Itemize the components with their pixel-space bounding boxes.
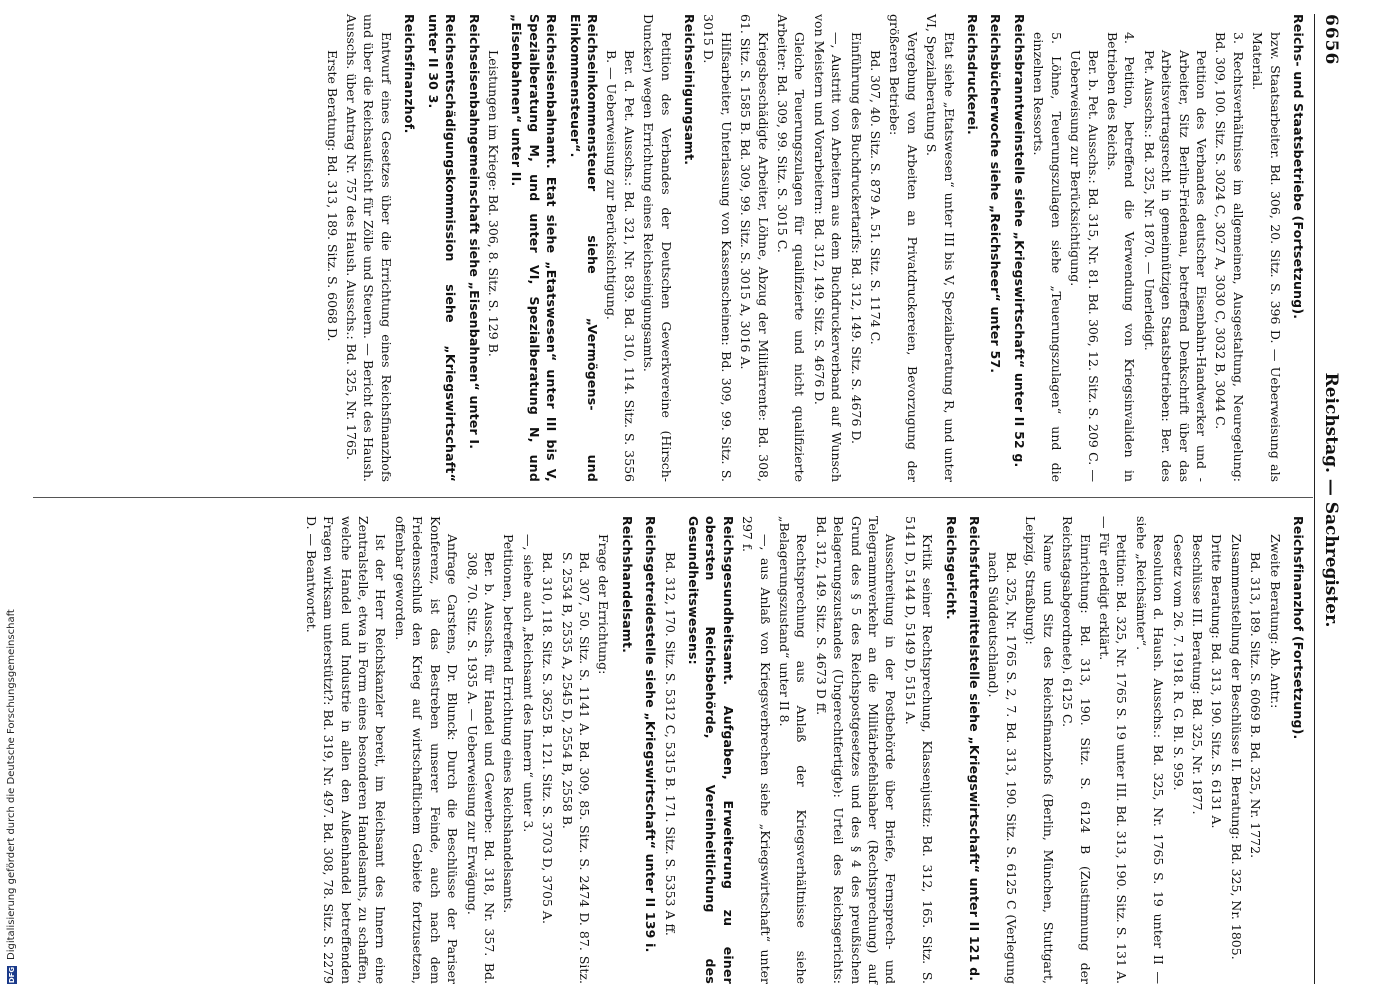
header-rule — [1314, 14, 1315, 984]
register-line: Petition des Verbandes deutscher Eisenbahn-Handwerker und -Arbeiter, Sitz Berlin-Friedenau, betreffend Denkschrift über das Arbeitsvertragsrecht in gemeinnützigen Staatsbetrieben: Ber. des Pet. Ausschs.: Bd. 325, Nr. 1870. — Unerledigt. — [1141, 50, 1209, 482]
register-entry — [966, 516, 983, 984]
entry-text: Reichsfinanzhof. — [402, 14, 418, 134]
register-entry — [618, 516, 635, 984]
register-entry — [642, 516, 659, 984]
register-entry — [566, 14, 601, 482]
register-line: Vergebung von Arbeiten an Privatdruckereien, Bevorzugung der größeren Betriebe: — [887, 14, 920, 482]
entry-text: Reichs- und Staatsbetriebe (Fortsetzung). — [1291, 14, 1306, 320]
running-head: Reichstag. — Sachregister. — [1321, 372, 1341, 628]
register-line: Bd. 312, 170. Sitz. S. 5312 C, 5315 B. 171. Sitz. S. 5353 A ff. — [662, 552, 678, 936]
entry-text: Reichsgericht. — [943, 516, 959, 620]
footer-text: Digitalisierung gefördert durch die Deutsche Forschungsgemeinschaft — [6, 609, 17, 960]
register-line: 5. Löhne, Teuerungszulagen siehe „Teuerungszulagen“ und die einzelnen Ressorts. — [1031, 32, 1064, 482]
register-line: 3. Rechtsverhältnisse im allgemeinen, Ausgestaltung, Neuregelung: Bd. 309, 100. Sitz. S. 3024 C, 3027 A, 3030 C, 3032 B, 3044 C. — [1213, 32, 1246, 482]
register-line: Bd. 307, 50. Sitz. S. 1141 A. Bd. 309, 85. Sitz. S. 2474 D. 87. Sitz. S. 2534 B, 2535 A, 2545 D, 2554 B, 2558 B. — [559, 552, 592, 984]
dfg-logo-icon: DFG — [7, 966, 16, 984]
entry-text: Reichsfinanzhof (Fortsetzung). — [1291, 516, 1306, 740]
register-line: Ber. d. Pet. Ausschs.: Bd. 321, Nr. 839. Bd. 310, 114. Sitz. S. 3556 B. — Ueberweisung zur Berücksichtigung. — [604, 50, 637, 482]
register-line: Gleiche Teuerungszulagen für qualifizierte und nicht qualifizierte Arbeiter: Bd. 309, 99. Sitz. S. 3015 C. — [775, 14, 808, 482]
register-line: Rechtsprechung aus Anlaß der Kriegsverhältnisse siehe „Belagerungszustand“ unter II 8. — [777, 516, 810, 984]
register-line: Bd. 325, Nr. 1765 S. 2, 7. Bd. 313, 190. Sitz. S. 6125 C (Verlegung nach Süddeutschland). — [986, 552, 1019, 984]
entry-text: Reichsbücherwoche siehe „Reichsheer“ unter 57. — [988, 14, 1004, 374]
register-line: Ber. b. Ausschs. für Handel und Gewerbe: Bd. 318, Nr. 357. Bd. 308, 70. Sitz. S. 1935 A. — Ueberweisung zur Erwägung. — [464, 552, 497, 984]
register-line: Anfrage Carstens, Dr. Blunck: Durch die Beschlüsse der Pariser Konferenz, ist das Bestreben unserer Feinde, auch nach dem Friedensschluß den Krieg auf wirtschaftlichem Gebiete fortzusetzen, offenbar geworden. — [392, 516, 461, 984]
register-line: Ausschreitung in der Postbehörde über Briefe, Fernsprech- und Telegrammverkehr an die Militärbefehlshaber (Rechtsprechung) auf Grund des § 5 des Reichspostgesetzes und des § 4 des preußischen Belagerungszustandes (Ungerechtfertigte): Urteil des Reichsgerichts: Bd. 312, 149. Sitz. S. 4673 D ff. — [813, 516, 899, 984]
register-line: Ber. b. Pet. Ausschs.: Bd. 315, Nr. 81. Bd. 306, 12. Sitz. S. 209 C. — Ueberweisung zur Berücksichtigung. — [1068, 50, 1101, 482]
register-line: Zusammenstellung der Beschlüsse II. Beratung: Bd. 325, Nr. 1805. — [1228, 534, 1244, 960]
register-entry — [685, 516, 737, 984]
register-entry — [681, 14, 698, 482]
register-line: Ist der Herr Reichskanzler bereit, im Reichsamt des Innern eine Zentralstelle, etwa in Form eines besonderen Handelsamts, zu schaffen, welche Handel und Industrie in allen den Außenhandel betreffenden Fragen wirksam unterstützt?: Bd. 319, Nr. 497. Bd. 308, 78. Sitz. S. 2279 D. — Beantwortet. — [303, 516, 389, 984]
register-line: —, Austritt von Arbeitern aus dem Buchdruckerverband auf Wunsch von Meistern und Vorarbeitern: Bd. 312, 149. Sitz. S. 4676 D. — [811, 14, 845, 482]
entry-text: Reichsgetreidestelle siehe „Kriegswirtschaft“ unter II 139 i. — [643, 516, 659, 953]
register-line: Etat siehe „Etatswesen“ unter III bis V, Spezialberatung R, und unter VI, Spezialberatung S. — [924, 14, 957, 482]
register-entry — [987, 14, 1004, 482]
register-entry — [1290, 14, 1307, 482]
register-line: Einführung des Buchdruckertarifs: Bd. 312, 149. Sitz. S. 4676 D. — [848, 32, 864, 444]
register-line: Leistungen im Kriege: Bd. 306, 8. Sitz. S. 129 B. — [485, 50, 501, 357]
column-divider — [33, 497, 1313, 498]
register-entry — [1011, 14, 1028, 482]
entry-text: Reichsentschädigungskommission siehe „Kriegswirtschaft“ unter II 30 3. — [425, 14, 459, 482]
entry-text: Reichsbranntweinstelle siehe „Kriegswirtschaft“ unter II 52 g. — [1011, 14, 1027, 468]
register-entry — [964, 14, 981, 482]
register-entry — [508, 14, 560, 482]
register-entry — [942, 516, 959, 984]
register-line: Kriegsbeschädigte Arbeiter, Löhne, Abzug der Militärrente: Bd. 308, 61. Sitz. S. 1585 B. Bd. 309, 99. Sitz. S. 3015 A, 3016 A. — [738, 14, 771, 482]
register-line: Einrichtung: Bd. 313, 190. Sitz. S. 6124 B (Zustimmung der Reichstagsabgeordnete). 6125 C. — [1060, 516, 1093, 984]
register-line: Resolution d. Haush. Ausschs.: Bd. 325, Nr. 1765 S. 19 unter II — siehe „Reichsämter“. — [1133, 516, 1167, 984]
register-entry — [1290, 516, 1307, 984]
right-column — [300, 516, 1307, 984]
entry-text: Reichseinkommensteuer siehe „Vermögens- und Einkommensteuer“. — [567, 14, 600, 482]
register-line: Petition des Verbandes der Deutschen Gewerkvereine (Hirsch-Duncker) wegen Errichtung eines Reichseinigungsamts. — [641, 14, 674, 482]
register-entry — [465, 14, 482, 482]
entry-text: Reichsfuttermittelstelle siehe „Kriegswirtschaft“ unter II 121 d. — [967, 516, 983, 982]
entry-text: Reichseinigungsamt. — [682, 14, 697, 166]
register-line: Dritte Beratung: Bd. 313, 190. Sitz. S. 6131 A. — [1209, 534, 1225, 829]
register-line: Hilfsarbeiter, Unterlassung von Kassenscheinen: Bd. 309, 99. Sitz. S. 3015 D. — [701, 14, 734, 482]
register-line: Frage der Errichtung: — [596, 534, 612, 675]
register-line: Entwurf eines Gesetzes über die Errichtung eines Reichsfinanzhofs und über die Reichsaufsicht für Zölle und Steuern. — Bericht des Haush. Ausschs. über Antrag Nr. 757 des Haush. Ausschs.: Bd. 325, Nr. 1765. — [344, 14, 394, 482]
register-line: —, siehe auch „Reichsamt des Innern“ unter 3. — [520, 534, 536, 833]
entry-text: Reichseisenbahngemeinschaft siehe „Eisenbahnen“ unter I. — [466, 14, 482, 450]
register-line: Bd. 307, 40. Sitz. S. 879 A. 51. Sitz. S. 1174 C. — [868, 50, 884, 345]
register-entry — [424, 14, 459, 482]
register-line: Bd. 313, 189. Sitz. S. 6069 B. Bd. 325, Nr. 1772. — [1248, 552, 1264, 859]
register-line: 4. Petition, betreffend die Verwendung von Kriegsinvaliden in Betrieben des Reichs. — [1104, 32, 1138, 482]
register-line: Bd. 310, 118. Sitz. S. 3625 B. 121. Sitz. S. 3703 D, 3705 A. — [540, 552, 556, 924]
entry-text: Reichsgesundheitsamt. Aufgaben, Erweiterung zu einer obersten Reichsbehörde, Vereinheitlichung des Gesundheitswesens: — [686, 516, 736, 984]
register-line: Petitionen, betreffend Errichtung eines Reichshandelsamts. — [501, 534, 517, 914]
register-line: Petition: Bd. 325, Nr. 1765 S. 19 unter III. Bd. 313, 190. Sitz. S. 131 A. — Für erledigt erklärt. — [1096, 516, 1130, 984]
left-column — [321, 14, 1307, 482]
entry-text: Reichshandelsamt. — [619, 516, 635, 654]
page-number: 6656 — [1321, 14, 1341, 66]
register-line: Zweite Beratung: Ab. Antr.: — [1267, 534, 1283, 709]
register-line: Kritik seiner Rechtsprechung, Klassenjustiz: Bd. 312, 165. Sitz. S. 5141 D, 5144 D, 5149 D, 5151 A. — [902, 516, 936, 984]
digitization-footer — [6, 609, 17, 984]
entry-text: Reichsdruckerei. — [965, 14, 981, 135]
register-line: Gesetz vom 26. 7. 1918. R. G. Bl. S. 959. — [1170, 534, 1186, 791]
entry-text: Reichseisenbahnamt. Etat siehe „Etatswesen“ unter III bis V, Spezialberatung M, und unter VI, Spezialberatung N, und „Eisenbahnen“ unter II. — [509, 14, 560, 482]
register-entry — [401, 14, 418, 482]
register-line: —, aus Anlaß von Kriegsverbrechen siehe „Kriegswirtschaft“ unter 297 f. — [740, 516, 773, 984]
register-line: Beschlüsse III. Beratung: Bd. 325, Nr. 1877. — [1189, 534, 1205, 815]
register-line: Name und Sitz des Reichsfinanzhofs (Berlin, München, Stuttgart, Leipzig, Straßburg): — [1023, 516, 1056, 984]
register-line: bzw. Staatsarbeiter. Bd. 306, 20. Sitz. S. 396 D. — Ueberweisung als Material. — [1250, 32, 1283, 482]
register-line: Erste Beratung: Bd. 313, 189. Sitz. S. 6068 D. — [324, 50, 340, 342]
